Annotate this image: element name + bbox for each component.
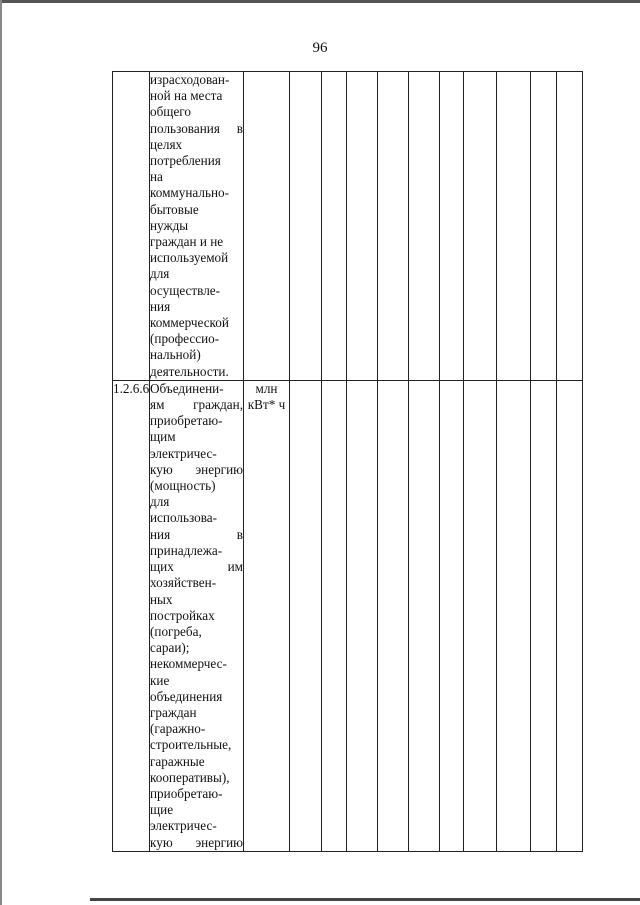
description-line: (гаражно- [150,721,206,737]
description-line: щих им [150,559,243,575]
page-edge-top [0,0,640,3]
description-line: целях [150,136,183,152]
description-line: потребления [150,153,221,169]
description-line: израсходован- [150,72,230,87]
value-cell [557,380,583,851]
row-code-cell: 1.2.6.6 [113,380,150,851]
description-line: ям граждан, [150,397,243,413]
description-line: использова- [150,510,218,526]
table-row [113,380,583,851]
description-line: нальной) [150,347,201,363]
description-line: общего [150,104,191,120]
value-cell [440,380,464,851]
description-line: объединения [150,688,223,704]
value-cell [557,72,583,381]
value-cell [347,380,378,851]
description-line: кую энергию [150,834,243,850]
data-table [112,71,583,852]
description-line: гаражные [150,753,205,769]
description-line: хозяйствен- [150,575,217,591]
description-line: нужды [150,217,189,233]
description-line: осуществле- [150,282,221,298]
description-line: строительные, [150,737,232,753]
value-cell [347,72,378,381]
value-cell [464,380,497,851]
row-description-cell [150,380,244,851]
description-line: для [150,266,170,282]
row-unit-cell [244,72,290,381]
description-line: принадлежа- [150,542,223,558]
description-line: ния [150,298,171,314]
description-line: пользования в [150,120,243,136]
description-line: ных [150,591,173,607]
description-line: коммунально- [150,185,230,201]
value-cell [322,380,347,851]
description-line: используемой [150,250,229,266]
table-row [113,72,583,381]
description-line: кую энергию [150,461,243,477]
row-unit-cell: млн кВт* ч [244,380,290,851]
description-line: электричес- [150,818,217,834]
description-line: (профессио- [150,331,220,347]
description-line: приобретаю- [150,413,223,429]
description-line: коммерческой [150,315,229,331]
description-line: щие [150,802,174,818]
description-line: электричес- [150,445,217,461]
page-number: 96 [312,40,328,56]
value-cell [497,72,531,381]
value-cell [322,72,347,381]
value-cell [531,380,557,851]
description-line: граждан [150,704,197,720]
description-line: граждан и не [150,234,224,250]
description-line: сараи); [150,640,190,656]
page-edge-left [0,0,2,905]
description-line: (мощность) [150,478,216,494]
description-line: (погреба, [150,623,202,639]
value-cell [497,380,531,851]
value-cell [409,380,440,851]
value-cell [290,380,322,851]
description-line: ния в [150,526,243,542]
description-line: приобретаю- [150,785,223,801]
description-line: кие [150,672,170,688]
value-cell [378,72,409,381]
row-description-cell [150,72,244,381]
description-line: кооперативы), [150,769,230,785]
description-line: некоммерчес- [150,656,227,672]
value-cell [464,72,497,381]
description-line: ной на места [150,88,223,104]
description-line: деятельности. [150,363,229,379]
description-line: постройках [150,607,215,623]
description-line: на [150,169,163,185]
value-cell [378,380,409,851]
value-cell [290,72,322,381]
description-line: щим [150,429,176,445]
page-edge-bottom [90,898,640,901]
description-line: Объединени- [150,380,224,396]
value-cell [409,72,440,381]
description-line: бытовые [150,201,199,217]
description-text [150,72,243,380]
description-text [150,381,243,851]
value-cell [440,72,464,381]
row-code-cell [113,72,150,381]
value-cell [531,72,557,381]
description-line: для [150,494,170,510]
